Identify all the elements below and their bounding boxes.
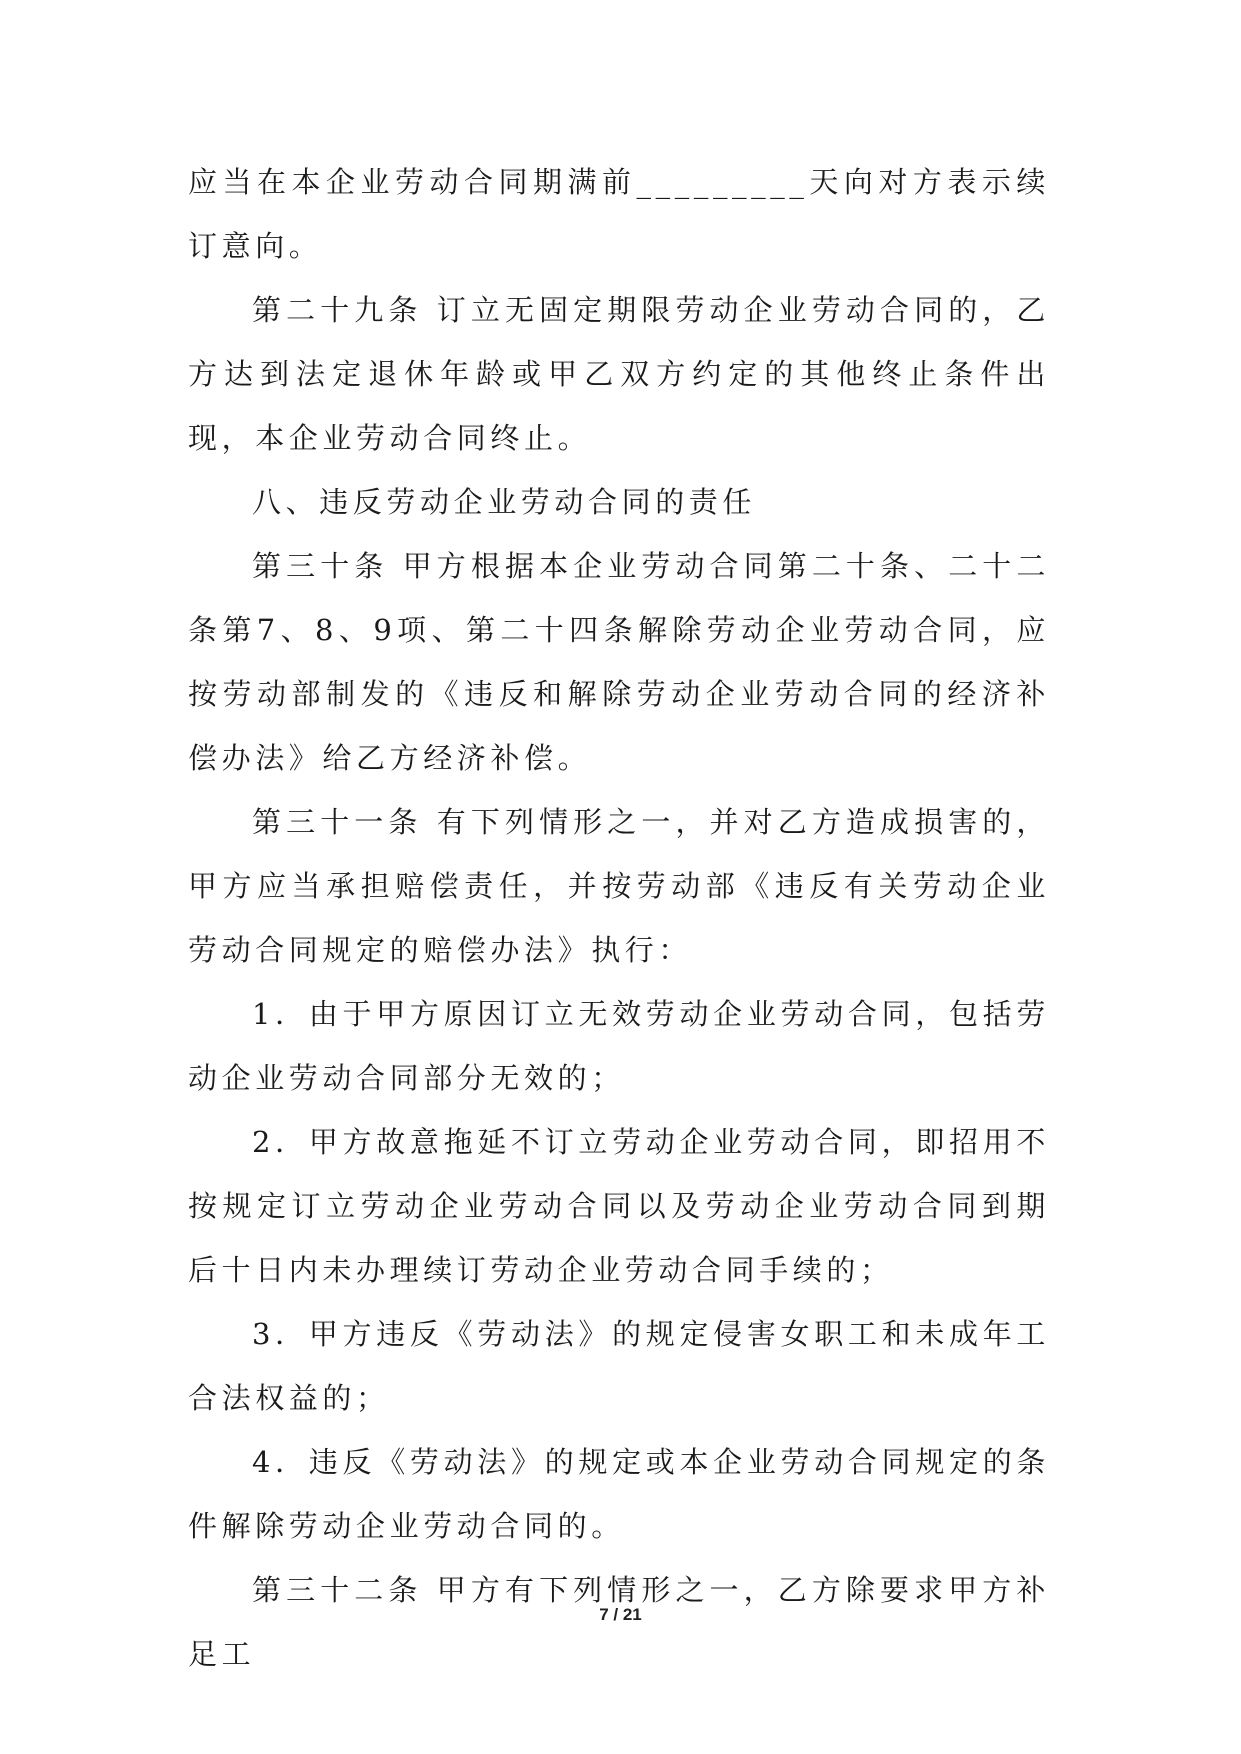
- list-item-2: 2．甲方故意拖延不订立劳动企业劳动合同，即招用不按规定订立劳动企业劳动合同以及劳动企业劳动合同到期后十日内未办理续订劳动企业劳动合同手续的；: [188, 1125, 1050, 1287]
- list-item-4: 4．违反《劳动法》的规定或本企业劳动合同规定的条件解除劳动企业劳动合同的。: [188, 1445, 1050, 1543]
- paragraph-continuation: 应当在本企业劳动合同期满前_________天向对方表示续订意向。: [188, 165, 1050, 263]
- list-item-1: 1．由于甲方原因订立无效劳动企业劳动合同，包括劳动企业劳动合同部分无效的；: [188, 997, 1050, 1095]
- paragraph-article-30: 第三十条 甲方根据本企业劳动合同第二十条、二十二条第7、8、9项、第二十四条解除劳动企业劳动合同，应按劳动部制发的《违反和解除劳动企业劳动合同的经济补偿办法》给乙方经济补偿。: [188, 549, 1050, 775]
- paragraph-article-29: 第二十九条 订立无固定期限劳动企业劳动合同的，乙方达到法定退休年龄或甲乙双方约定的其他终止条件出现，本企业劳动合同终止。: [188, 293, 1050, 455]
- page-number: 7 / 21: [599, 1605, 642, 1624]
- paragraph-article-31: 第三十一条 有下列情形之一，并对乙方造成损害的，甲方应当承担赔偿责任，并按劳动部《违反有关劳动企业劳动合同规定的赔偿办法》执行：: [188, 805, 1050, 967]
- document-body: [188, 150, 1050, 1686]
- list-item-3: 3．甲方违反《劳动法》的规定侵害女职工和未成年工合法权益的；: [188, 1317, 1050, 1415]
- section-heading-8: 八、违反劳动企业劳动合同的责任: [252, 485, 757, 519]
- paragraph-article-32: 第三十二条 甲方有下列情形之一，乙方除要求甲方补足工: [188, 1573, 1050, 1671]
